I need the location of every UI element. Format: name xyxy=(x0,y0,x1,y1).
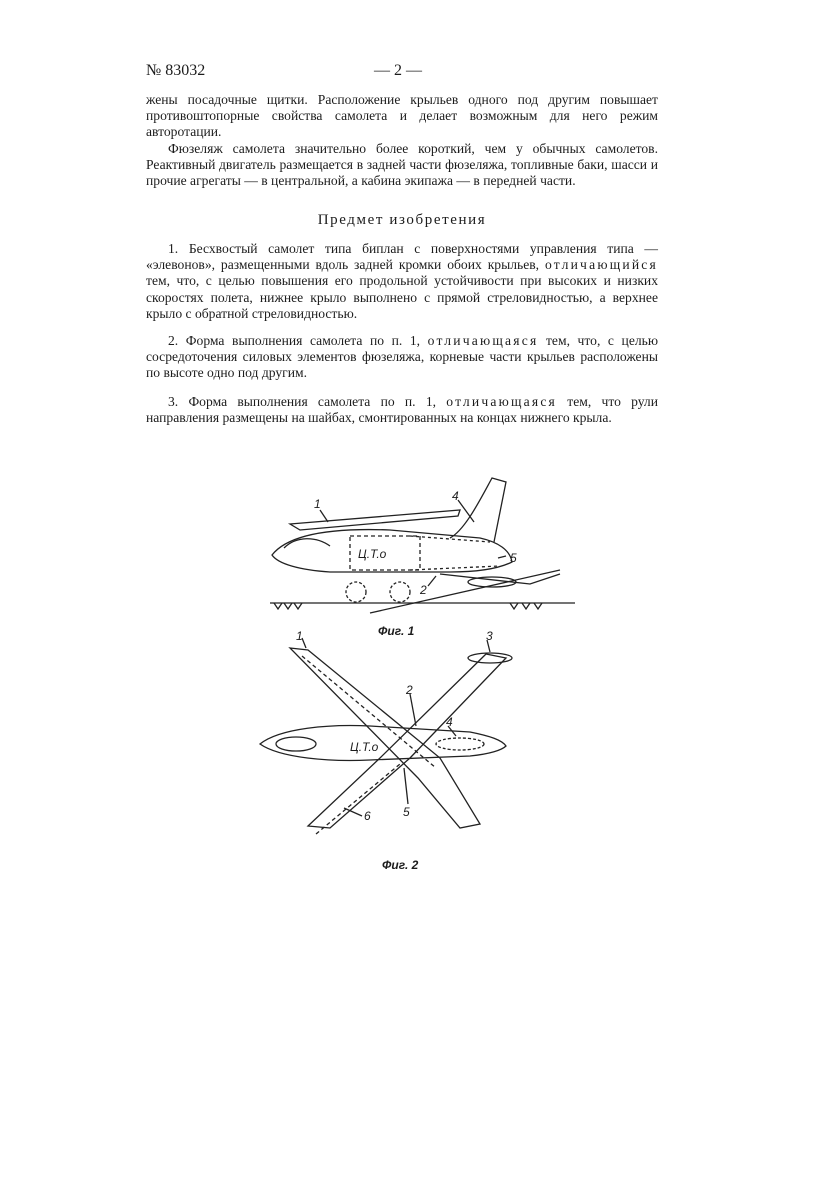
upper-wing xyxy=(290,510,460,530)
fig1-label-2: 2 xyxy=(420,583,427,597)
claim-2-part-b: тем, что, с целью сосредоточения силовых элементов фюзеляжа, корневые части крыльев расположены по высоте одно под другим. xyxy=(146,333,658,381)
paragraph-1 xyxy=(146,92,658,141)
fig2-label-4: 4 xyxy=(446,715,453,729)
fig1-label-1: 1 xyxy=(314,497,321,511)
lower-wing-plan xyxy=(308,654,506,828)
fig1-label-4: 4 xyxy=(452,489,459,503)
claim-1 xyxy=(146,241,658,322)
paragraph-2 xyxy=(146,141,658,190)
leader-4 xyxy=(458,500,474,522)
lower-wing xyxy=(440,574,560,584)
leader-1 xyxy=(320,510,328,522)
fig2-label-3: 3 xyxy=(486,629,493,643)
claim-3 xyxy=(146,394,658,426)
engine-plan xyxy=(436,738,484,750)
figure-1-caption: Фиг. 1 xyxy=(378,624,415,638)
fig1-cg-label: Ц.Т.о xyxy=(358,547,387,561)
claim-3-part-b: тем, что рули направления размещены на шайбах, смонтированных на концах нижнего крыла. xyxy=(146,394,658,426)
internal-lines xyxy=(410,536,500,570)
claim-1-part-a: 1. Бесхвостый самолет типа биплан с поверхностями управления типа — «элевонов», размещенными вдоль задней кромки обоих крыльев, xyxy=(146,241,658,273)
figure-2-plan-view xyxy=(250,628,550,853)
paragraph-1-text: жены посадочные щитки. Расположение крыльев одного под другим повышает противоштопорные свойства самолета и делает возможным для него режим авторотации. xyxy=(146,92,658,140)
claim-2-spaced: отличающаяся xyxy=(427,333,539,348)
claim-3-part-a: 3. Форма выполнения самолета по п. 1, xyxy=(168,394,447,409)
fig2-label-5: 5 xyxy=(403,805,410,819)
claim-2-part-a: 2. Форма выполнения самолета по п. 1, xyxy=(168,333,428,348)
fig2-cg-label: Ц.Т.о xyxy=(350,740,379,754)
claims-heading: Предмет изобретения xyxy=(317,212,487,228)
canopy-plan xyxy=(276,737,316,751)
fig2-label-2: 2 xyxy=(406,683,413,697)
patent-number: № 83032 xyxy=(146,62,206,79)
figure-2-caption: Фиг. 2 xyxy=(382,858,419,872)
leader-2 xyxy=(410,694,416,726)
figure-2-drawing xyxy=(250,628,550,853)
claim-2 xyxy=(146,333,658,382)
figure-1-side-view xyxy=(260,470,580,620)
upper-wing-plan xyxy=(290,648,480,828)
leader-2 xyxy=(428,576,436,586)
leader-5 xyxy=(404,768,408,804)
fig2-label-6: 6 xyxy=(364,809,371,823)
page-number: — 2 — xyxy=(374,62,422,79)
paragraph-2-text: Фюзеляж самолета значительно более короткий, чем у обычных самолетов. Реактивный двигатель размещается в задней части фюзеляжа, топливные баки, шасси и прочие агрегаты — в центральной, а кабина экипажа — в передней части. xyxy=(146,141,658,189)
leader-6 xyxy=(344,808,362,816)
main-wheel xyxy=(346,582,366,602)
fig2-label-1: 1 xyxy=(296,629,303,643)
figure-1-drawing xyxy=(260,470,580,620)
rear-wheel xyxy=(390,582,410,602)
leader-5 xyxy=(498,556,506,558)
claim-1-spaced: отличающийся xyxy=(544,257,658,273)
fig1-label-5: 5 xyxy=(510,551,517,565)
claim-3-spaced: отличающаяся xyxy=(446,394,558,409)
claim-1-part-b: тем, что, с целью повышения его продольной устойчивости при высоких и низких скоростях полета, нижнее крыло выполнено с прямой стреловидностью, а верхнее крыло с обратной стреловидностью. xyxy=(146,273,658,321)
canopy xyxy=(284,539,330,548)
